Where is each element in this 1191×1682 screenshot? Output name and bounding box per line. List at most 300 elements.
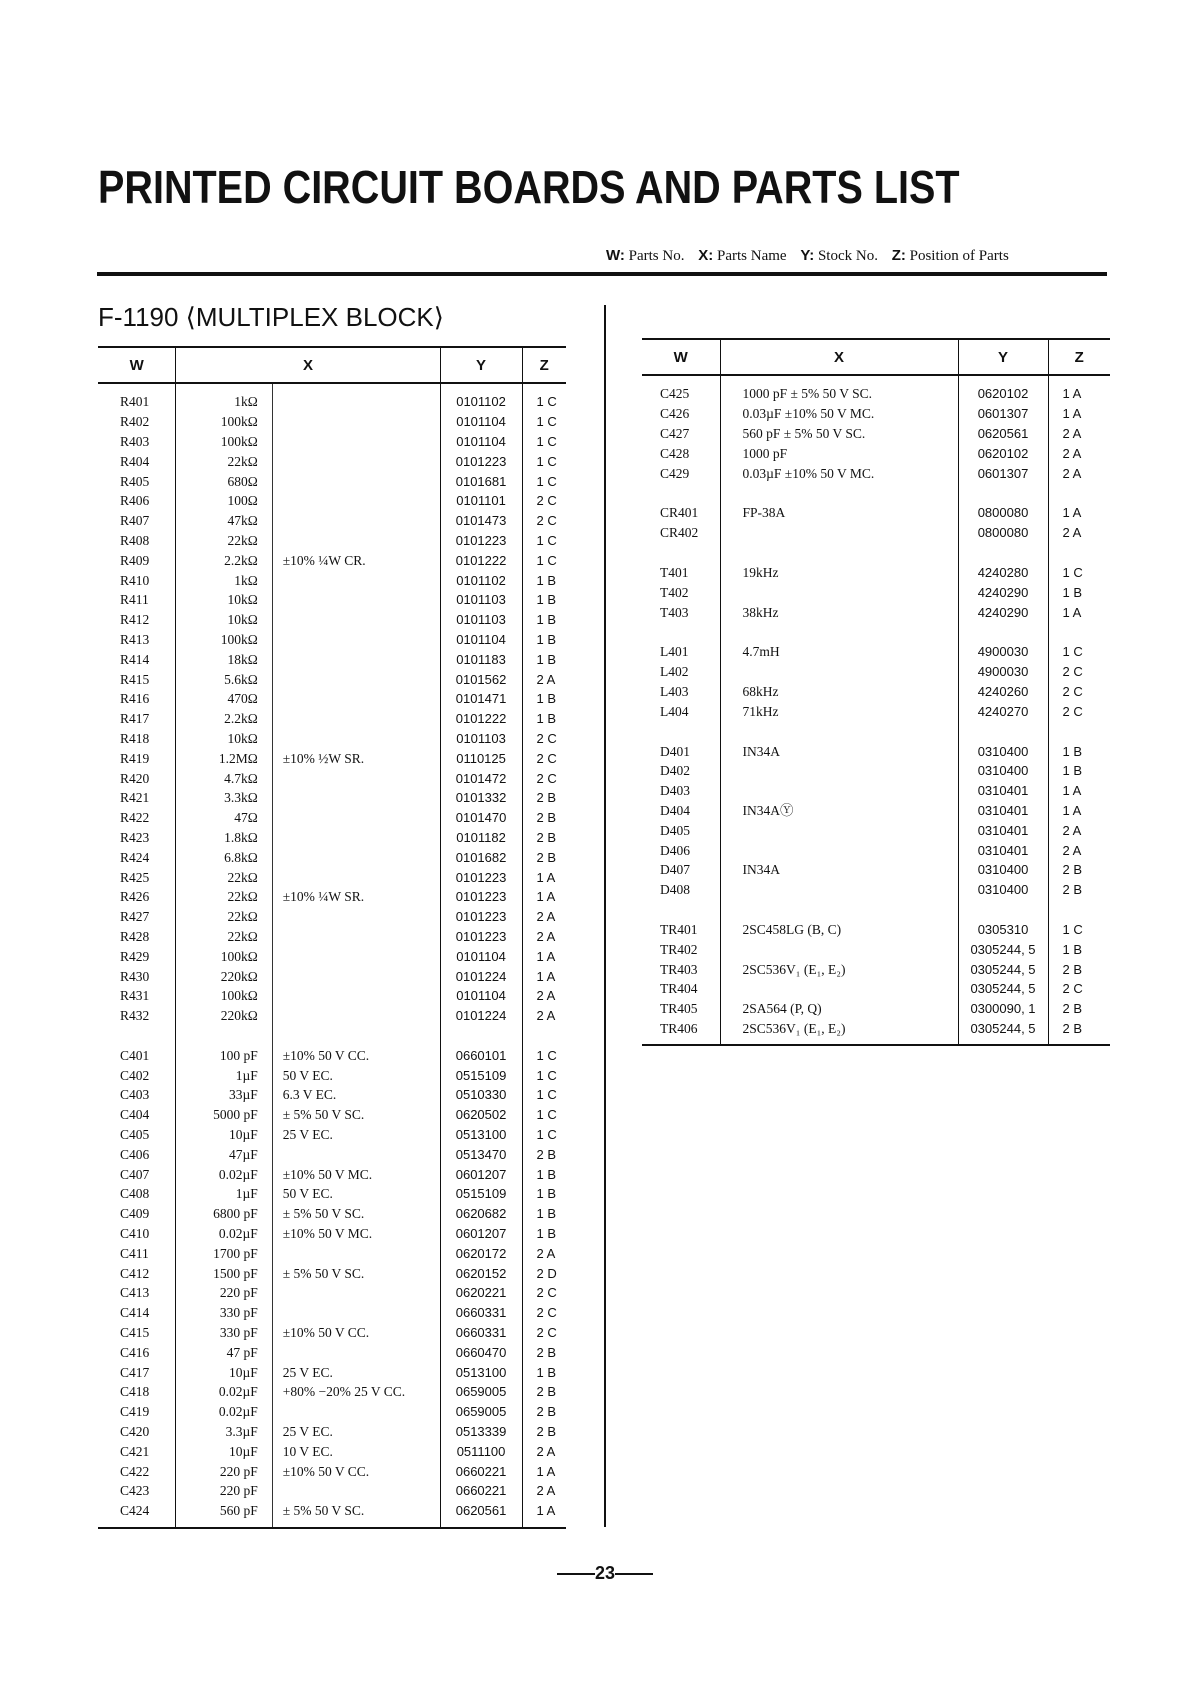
stock-number: 0101102	[440, 383, 522, 412]
group-brace	[260, 709, 272, 729]
part-spec	[272, 847, 440, 867]
table-row	[642, 761, 1110, 781]
part-value: 560 pF	[176, 1501, 260, 1528]
part-spec	[272, 471, 440, 491]
part-position: 2 C	[536, 1285, 557, 1301]
table-row	[98, 550, 566, 570]
part-position: 2 C	[536, 770, 557, 786]
part-value: 47µF	[176, 1144, 260, 1164]
table-row	[98, 1125, 566, 1145]
part-position: 2 A	[1062, 465, 1082, 481]
header-y: Y	[958, 339, 1048, 375]
stock-number: 0659005	[440, 1382, 522, 1402]
group-brace	[260, 748, 272, 768]
part-number: R428	[120, 928, 150, 944]
part-position: 1 B	[1062, 941, 1083, 957]
table-row	[642, 682, 1110, 702]
part-position: 2 B	[536, 1424, 557, 1440]
group-brace	[260, 986, 272, 1006]
header-x: X	[176, 347, 440, 383]
part-number: TR404	[660, 981, 698, 997]
part-value: 220kΩ	[176, 1006, 260, 1026]
part-spec	[272, 451, 440, 471]
part-value: 220kΩ	[176, 966, 260, 986]
part-value: 10µF	[176, 1125, 260, 1145]
stock-number: 0101223	[440, 927, 522, 947]
part-name	[720, 820, 958, 840]
stock-number: 0800080	[958, 503, 1048, 523]
part-spec	[272, 1342, 440, 1362]
part-number: R411	[120, 592, 149, 608]
stock-number: 0660221	[440, 1481, 522, 1501]
part-position: 2 C	[536, 1325, 557, 1341]
part-number: R427	[120, 909, 150, 925]
part-spec	[272, 432, 440, 452]
group-brace	[260, 1362, 272, 1382]
part-name: 4.7mH	[720, 642, 958, 662]
table-row	[642, 999, 1110, 1019]
part-position: 2 B	[1062, 1001, 1083, 1017]
table-row	[642, 642, 1110, 662]
part-spec	[272, 966, 440, 986]
stock-number: 0110125	[440, 748, 522, 768]
part-spec	[272, 630, 440, 650]
stock-number: 0101101	[440, 491, 522, 511]
part-name: 19kHz	[720, 563, 958, 583]
table-row	[98, 986, 566, 1006]
part-value: 47kΩ	[176, 511, 260, 531]
part-spec	[272, 610, 440, 630]
part-value: 22kΩ	[176, 927, 260, 947]
part-position: 1 B	[536, 1206, 557, 1222]
part-number: C414	[120, 1305, 150, 1321]
part-value: 2.2kΩ	[176, 709, 260, 729]
stock-number: 0660221	[440, 1461, 522, 1481]
group-brace	[260, 808, 272, 828]
part-name	[720, 781, 958, 801]
part-number: R431	[120, 988, 150, 1004]
group-brace	[260, 590, 272, 610]
stock-number: 4240280	[958, 563, 1048, 583]
group-brace	[260, 570, 272, 590]
part-number: D401	[660, 743, 690, 759]
stock-number: 0101102	[440, 570, 522, 590]
part-number: TR401	[660, 921, 698, 937]
stock-number: 0101562	[440, 669, 522, 689]
group-brace	[260, 1164, 272, 1184]
table-row	[98, 1303, 566, 1323]
stock-number: 4240260	[958, 682, 1048, 702]
parts-table-right	[642, 338, 1110, 1046]
part-spec	[272, 768, 440, 788]
part-position: 2 C	[1062, 981, 1083, 997]
table-row	[98, 610, 566, 630]
group-brace	[260, 1303, 272, 1323]
part-value: 10µF	[176, 1362, 260, 1382]
table-row	[98, 768, 566, 788]
part-number: C428	[660, 445, 690, 461]
part-spec	[272, 927, 440, 947]
part-number: C419	[120, 1404, 150, 1420]
stock-number: 0101104	[440, 630, 522, 650]
part-spec	[272, 511, 440, 531]
section-title: F-1190 ⟨MULTIPLEX BLOCK⟩	[98, 302, 444, 332]
part-number: C406	[120, 1146, 150, 1162]
stock-number: 0513100	[440, 1362, 522, 1382]
table-row	[642, 979, 1110, 999]
stock-number: 4240290	[958, 602, 1048, 622]
part-number: D406	[660, 842, 690, 858]
part-value: 3.3µF	[176, 1422, 260, 1442]
part-value: 47Ω	[176, 808, 260, 828]
table-row	[98, 1441, 566, 1461]
part-position: 2 B	[1062, 961, 1083, 977]
part-spec	[272, 1243, 440, 1263]
table-row	[98, 689, 566, 709]
part-number: C404	[120, 1107, 150, 1123]
table-row	[642, 503, 1110, 523]
table-row	[98, 570, 566, 590]
stock-number: 0620102	[958, 375, 1048, 404]
part-number: CR401	[660, 505, 699, 521]
part-position: 1 A	[536, 869, 556, 885]
part-number: TR405	[660, 1001, 698, 1017]
stock-number: 0300090, 1	[958, 999, 1048, 1019]
group-brace	[260, 927, 272, 947]
table-row	[98, 1501, 566, 1528]
part-number: T401	[660, 564, 689, 580]
part-value: 6.8kΩ	[176, 847, 260, 867]
stock-number: 0513470	[440, 1144, 522, 1164]
part-position: 1 C	[536, 552, 557, 568]
page-title: PRINTED CIRCUIT BOARDS AND PARTS LIST	[98, 161, 960, 213]
part-position: 1 A	[536, 1463, 556, 1479]
part-value: 100kΩ	[176, 986, 260, 1006]
part-spec: ±10% 50 V CC.	[282, 1463, 370, 1479]
group-brace	[260, 1283, 272, 1303]
part-value: 5.6kΩ	[176, 669, 260, 689]
group-brace	[260, 788, 272, 808]
part-value: 1kΩ	[176, 383, 260, 412]
part-number: R421	[120, 790, 150, 806]
part-number: T403	[660, 604, 689, 620]
legend-y-text: Stock No.	[817, 248, 878, 264]
table-row	[98, 1164, 566, 1184]
table-row	[98, 590, 566, 610]
table-row	[642, 404, 1110, 424]
part-spec	[272, 907, 440, 927]
part-spec	[272, 1402, 440, 1422]
stock-number: 0310400	[958, 761, 1048, 781]
part-number: C417	[120, 1364, 150, 1380]
legend-y-key: Y:	[800, 247, 815, 264]
group-brace	[260, 689, 272, 709]
stock-number: 0310400	[958, 860, 1048, 880]
group-brace	[260, 1441, 272, 1461]
part-number: D408	[660, 882, 690, 898]
part-number: C418	[120, 1384, 150, 1400]
table-row	[98, 828, 566, 848]
part-value: 22kΩ	[176, 907, 260, 927]
stock-number: 0310401	[958, 820, 1048, 840]
part-number: C403	[120, 1087, 150, 1103]
part-spec: 10 V EC.	[282, 1443, 333, 1459]
part-position: 1 C	[1062, 921, 1083, 937]
table-row	[98, 1144, 566, 1164]
part-spec: ±10% ¼W SR.	[282, 889, 365, 905]
part-position: 2 B	[536, 790, 557, 806]
part-number: C424	[98, 1501, 176, 1528]
part-value: 1µF	[176, 1065, 260, 1085]
table-row	[98, 1283, 566, 1303]
part-position: 2 A	[536, 671, 556, 687]
part-position: 1 A	[536, 948, 556, 964]
table-row	[98, 788, 566, 808]
stock-number: 0310401	[958, 781, 1048, 801]
table-row	[98, 649, 566, 669]
part-value: 100kΩ	[176, 412, 260, 432]
part-name	[720, 939, 958, 959]
part-position: 2 B	[536, 829, 557, 845]
part-name	[720, 840, 958, 860]
part-position: 2 D	[536, 1265, 557, 1281]
part-name: 38kHz	[720, 602, 958, 622]
stock-number: 0101104	[440, 986, 522, 1006]
group-brace	[260, 471, 272, 491]
part-value: 33µF	[176, 1085, 260, 1105]
part-number: C409	[120, 1206, 150, 1222]
part-number: R418	[120, 730, 150, 746]
part-name	[720, 582, 958, 602]
part-name: IN34A	[720, 860, 958, 880]
stock-number: 0305244, 5	[958, 1019, 1048, 1046]
part-number: R402	[120, 414, 150, 430]
table-row	[642, 1019, 1110, 1046]
part-number: D402	[660, 763, 690, 779]
part-spec	[272, 1481, 440, 1501]
part-position: 2 B	[536, 1146, 557, 1162]
part-position: 1 C	[536, 473, 557, 489]
part-number: C401	[120, 1047, 150, 1063]
table-row	[98, 946, 566, 966]
part-value: 470Ω	[176, 689, 260, 709]
table-row	[642, 443, 1110, 463]
part-value: 1.8kΩ	[176, 828, 260, 848]
stock-number: 0101223	[440, 451, 522, 471]
part-position: 2 A	[1062, 425, 1082, 441]
part-number: L403	[660, 683, 689, 699]
group-brace	[260, 1342, 272, 1362]
table-row	[642, 920, 1110, 940]
table-row	[98, 966, 566, 986]
table-row	[642, 880, 1110, 900]
part-number: R414	[120, 651, 150, 667]
part-name: IN34A	[720, 741, 958, 761]
part-number: TR406	[642, 1019, 720, 1046]
group-brace	[260, 887, 272, 907]
part-number: D403	[660, 783, 690, 799]
part-spec	[272, 729, 440, 749]
part-value: 100kΩ	[176, 432, 260, 452]
part-position: 1 C	[536, 1107, 557, 1123]
part-value: 100Ω	[176, 491, 260, 511]
group-brace	[260, 1065, 272, 1085]
table-row	[98, 1224, 566, 1244]
table-row	[98, 1184, 566, 1204]
part-spec	[272, 570, 440, 590]
part-name	[720, 662, 958, 682]
table-row	[98, 1402, 566, 1422]
part-spec	[272, 649, 440, 669]
stock-number: 0620221	[440, 1283, 522, 1303]
table-header	[642, 339, 1110, 375]
part-number: T402	[660, 584, 689, 600]
table-row	[98, 1204, 566, 1224]
group-brace	[260, 531, 272, 551]
legend-x-text: Parts Name	[716, 248, 787, 264]
part-value: 0.02µF	[176, 1164, 260, 1184]
stock-number: 0101103	[440, 729, 522, 749]
header-z: Z	[522, 347, 566, 383]
part-spec	[272, 788, 440, 808]
part-position: 2 A	[536, 1245, 556, 1261]
part-value: 100kΩ	[176, 946, 260, 966]
part-position: 1 B	[536, 1364, 557, 1380]
part-spec	[272, 669, 440, 689]
stock-number: 0101682	[440, 847, 522, 867]
stock-number: 0515109	[440, 1184, 522, 1204]
part-spec	[272, 383, 440, 412]
group-brace	[260, 1204, 272, 1224]
table-row	[98, 748, 566, 768]
part-name: 1000 pF ± 5% 50 V SC.	[720, 375, 958, 404]
part-value: 680Ω	[176, 471, 260, 491]
group-brace	[260, 847, 272, 867]
part-value: 0.02µF	[176, 1402, 260, 1422]
table-row	[642, 860, 1110, 880]
part-value: 47 pF	[176, 1342, 260, 1362]
stock-number: 0101182	[440, 828, 522, 848]
stock-number: 0511100	[440, 1441, 522, 1461]
table-row	[98, 887, 566, 907]
part-position: 1 C	[1062, 564, 1083, 580]
part-position: 2 C	[1062, 703, 1083, 719]
table-row	[98, 1481, 566, 1501]
part-position: 1 A	[1062, 505, 1082, 521]
table-row	[98, 451, 566, 471]
table-row	[642, 959, 1110, 979]
stock-number: 0101223	[440, 887, 522, 907]
stock-number: 0305244, 5	[958, 979, 1048, 999]
part-position: 2 A	[536, 988, 556, 1004]
part-number: L401	[660, 644, 689, 660]
table-row	[98, 383, 566, 412]
legend-w-text: Parts No.	[628, 248, 685, 264]
stock-number: 0101222	[440, 709, 522, 729]
stock-number: 0513100	[440, 1125, 522, 1145]
part-number: CR402	[660, 525, 699, 541]
part-spec	[272, 1303, 440, 1323]
part-number: R425	[120, 869, 150, 885]
part-position: 2 B	[1062, 882, 1083, 898]
group-brace	[260, 1006, 272, 1026]
stock-number: 0101681	[440, 471, 522, 491]
table-row	[98, 1243, 566, 1263]
part-position: 1 C	[536, 433, 557, 449]
stock-number: 0310401	[958, 840, 1048, 860]
part-number: C425	[660, 386, 690, 402]
stock-number: 0800080	[958, 523, 1048, 543]
part-number: D407	[660, 862, 690, 878]
part-position: 1 C	[536, 1127, 557, 1143]
part-number: R429	[120, 948, 150, 964]
part-number: R409	[120, 552, 150, 568]
part-number: R430	[120, 968, 150, 984]
part-name: FP-38A	[720, 503, 958, 523]
part-number: L402	[660, 664, 689, 680]
part-position: 2 B	[536, 1384, 557, 1400]
stock-number: 0660470	[440, 1342, 522, 1362]
part-value: 10kΩ	[176, 590, 260, 610]
part-position: 2 C	[536, 493, 557, 509]
table-row	[642, 939, 1110, 959]
part-position: 2 B	[536, 849, 557, 865]
part-position: 2 B	[1062, 862, 1083, 878]
part-value: 1.2MΩ	[176, 748, 260, 768]
part-position: 1 A	[522, 1501, 566, 1528]
part-name: 2SC458LG (B, C)	[720, 920, 958, 940]
table-row	[642, 582, 1110, 602]
group-brace	[260, 1224, 272, 1244]
table-row	[98, 1046, 566, 1066]
group-brace	[260, 669, 272, 689]
table-row	[98, 1065, 566, 1085]
part-value: 4.7kΩ	[176, 768, 260, 788]
part-number: R415	[120, 671, 150, 687]
part-value: 1500 pF	[176, 1263, 260, 1283]
part-spec	[272, 531, 440, 551]
part-spec	[272, 828, 440, 848]
part-number: TR402	[660, 941, 698, 957]
table-row	[642, 840, 1110, 860]
part-number: R405	[120, 473, 150, 489]
table-row	[98, 669, 566, 689]
table-row	[98, 630, 566, 650]
table-row	[642, 701, 1110, 721]
group-brace	[260, 1263, 272, 1283]
part-position: 1 A	[1062, 783, 1082, 799]
part-position: 2 A	[536, 928, 556, 944]
part-number: R410	[120, 572, 150, 588]
stock-number: 0310401	[958, 801, 1048, 821]
group-brace	[260, 966, 272, 986]
table-row	[98, 1342, 566, 1362]
part-number: R432	[120, 1008, 150, 1024]
part-number: R408	[120, 532, 150, 548]
table-row	[98, 808, 566, 828]
part-number: R403	[120, 433, 150, 449]
table-row	[98, 1323, 566, 1343]
part-position: 1 B	[536, 1166, 557, 1182]
part-spec: ±10% 50 V MC.	[282, 1166, 373, 1182]
group-brace	[260, 867, 272, 887]
part-number: R401	[120, 394, 150, 410]
stock-number: 0101103	[440, 590, 522, 610]
part-name: 68kHz	[720, 682, 958, 702]
part-position: 1 A	[536, 889, 556, 905]
table-row	[98, 412, 566, 432]
part-value: 18kΩ	[176, 649, 260, 669]
